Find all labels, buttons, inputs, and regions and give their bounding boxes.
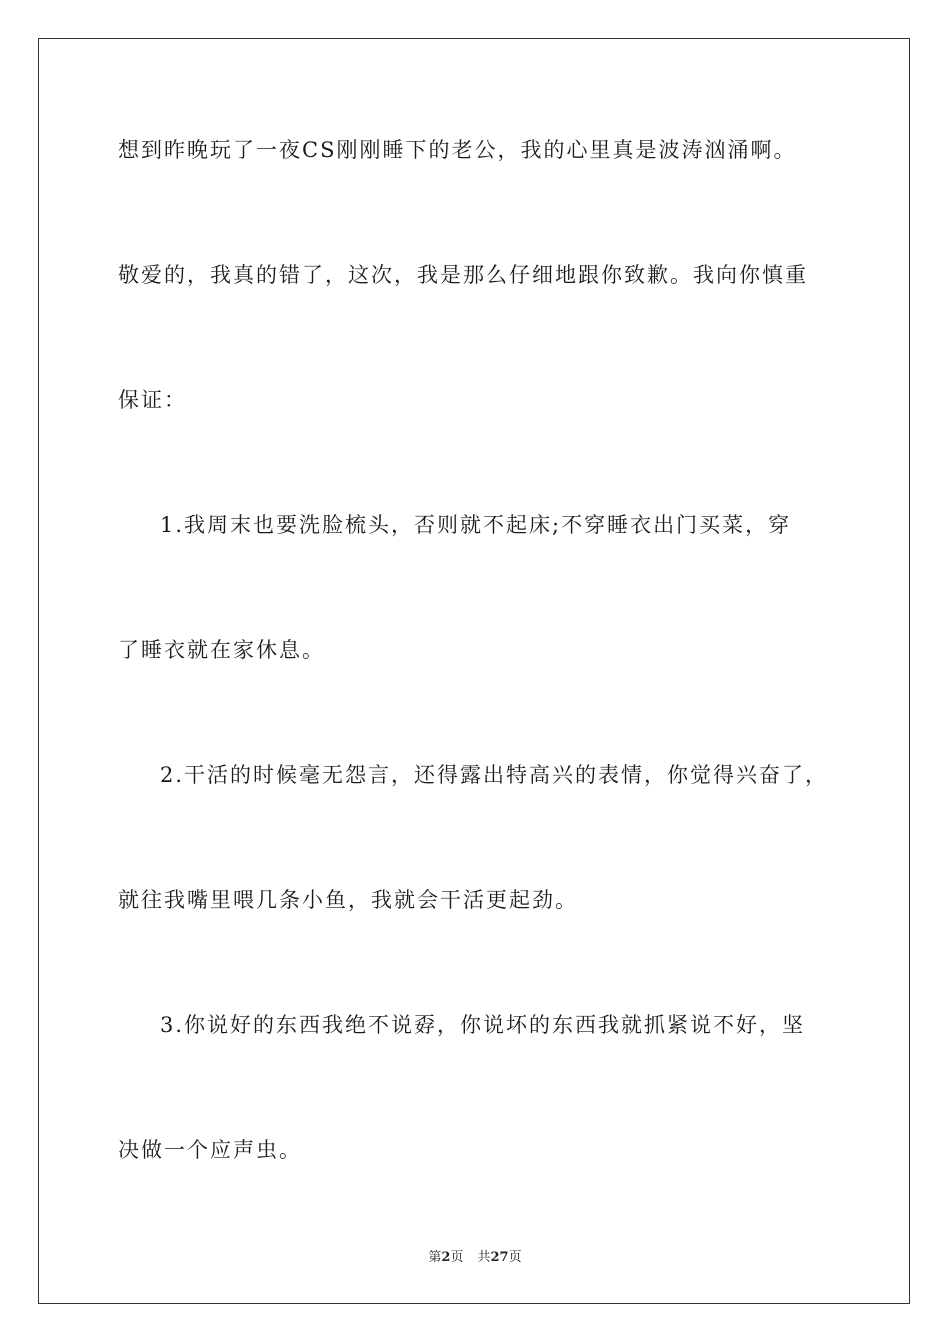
footer-total-suffix: 页	[508, 1250, 522, 1265]
footer-prefix: 第	[428, 1250, 442, 1265]
footer-page-suffix: 页	[450, 1250, 464, 1265]
list-item-2: 2.干活的时候毫无怨言，还得露出特高兴的表情，你觉得兴奋了，	[160, 763, 829, 787]
list-item-1: 1.我周末也要洗脸梳头，否则就不起床;不穿睡衣出门买菜，穿	[160, 513, 792, 537]
text-line: 敬爱的，我真的错了，这次，我是那么仔细地跟你致歉。我向你慎重	[118, 263, 808, 287]
total-pages-number: 27	[490, 1250, 509, 1265]
page-footer	[0, 1246, 950, 1265]
list-item-3: 3.你说好的东西我绝不说孬，你说坏的东西我就抓紧说不好，坚	[160, 1013, 806, 1037]
text-line: 了睡衣就在家休息。	[118, 638, 325, 662]
text-line: 就往我嘴里喂几条小鱼，我就会干活更起劲。	[118, 888, 578, 912]
footer-total-prefix: 共	[477, 1250, 491, 1265]
current-page-number: 2	[441, 1250, 451, 1265]
page-border	[38, 38, 910, 1304]
text-line: 想到昨晚玩了一夜CS刚刚睡下的老公，我的心里真是波涛汹涌啊。	[118, 138, 797, 162]
text-line: 决做一个应声虫。	[118, 1138, 302, 1162]
text-line: 保证：	[118, 388, 187, 412]
